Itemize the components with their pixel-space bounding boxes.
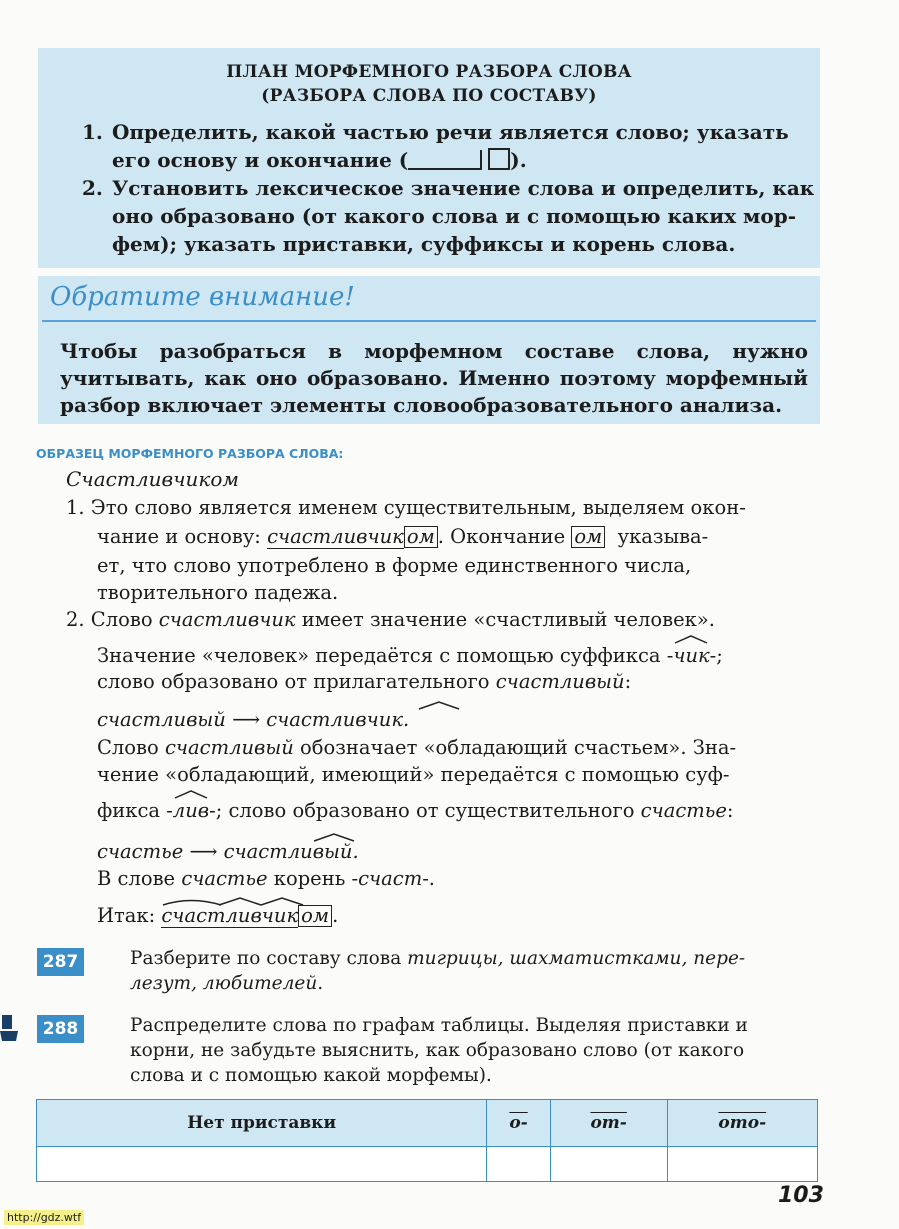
sample-line: чение «обладающий, имеющий» передаётся с помощью суф-	[97, 763, 730, 786]
sample-line: 2. Слово счастливчик имеет значение «счастливый человек».	[66, 608, 715, 631]
ending-box: ом	[404, 526, 438, 548]
sample-conclusion: Итак: счастливчик ом .	[97, 904, 338, 927]
table-cell[interactable]	[487, 1147, 550, 1182]
suffix-arc	[673, 634, 709, 644]
hand-icon	[0, 1015, 18, 1041]
ending-box: ом	[571, 526, 605, 548]
exercise-text: Разберите по составу слова тигрицы, шахматистками, пере- лезут, любителей.	[130, 948, 746, 994]
suffix-arc	[417, 700, 461, 710]
plan-subtitle: (РАЗБОРА СЛОВА ПО СОСТАВУ)	[261, 86, 597, 106]
sample-line: ет, что слово употреблено в форме единственного числа,	[97, 554, 692, 577]
derivation-2: счастье ⟶ счастливый.	[97, 840, 359, 863]
sample-line: Слово счастливый обозначает «обладающий счастьем». Зна-	[97, 736, 737, 759]
attention-text: Чтобы разобраться в морфемном составе слова, нужно учитывать, как оно образовано. Именно поэтому морфемный разбор включает элементы словообразовательного анализа.	[60, 339, 808, 417]
table-header-row	[37, 1100, 818, 1147]
table-header: ото-	[667, 1100, 817, 1147]
watermark-link[interactable]: http://gdz.wtf	[4, 1210, 84, 1225]
table-cell[interactable]	[550, 1147, 667, 1182]
sample-line: 1. Это слово является именем существительным, выделяем окон-	[66, 496, 746, 519]
sample-line: чание и основу: счастливчик ом . Окончание ом указыва-	[97, 525, 709, 548]
sample-line: слово образовано от прилагательного счастливый:	[97, 670, 632, 693]
table-cell[interactable]	[667, 1147, 817, 1182]
stem-word: счастливчик	[267, 525, 404, 548]
ending-sign	[488, 148, 510, 170]
exercise-number: 287	[37, 948, 84, 976]
morpheme-arcs	[161, 896, 321, 906]
table-header: от-	[550, 1100, 667, 1147]
sample-line: Значение «человек» передаётся с помощью суффикса - чик-;	[97, 644, 723, 667]
table-cell[interactable]	[37, 1147, 487, 1182]
prefix-table	[36, 1099, 818, 1182]
ending-box: ом	[298, 905, 332, 927]
sample-line: В слове счастье корень -счаст-.	[97, 867, 436, 890]
derivation-1: счастливый ⟶ счастливчик.	[97, 708, 409, 731]
table-header: о-	[487, 1100, 550, 1147]
attention-divider	[42, 320, 816, 322]
table-row	[37, 1147, 818, 1182]
sample-line: фикса - лив-; слово образовано от существительного счастье:	[97, 799, 733, 822]
sample-heading: ОБРАЗЕЦ МОРФЕМНОГО РАЗБОРА СЛОВА:	[36, 446, 344, 461]
arrow-icon: ⟶	[232, 708, 261, 731]
page-number: 103	[778, 1183, 824, 1208]
attention-panel	[38, 276, 820, 424]
stem-sign	[408, 150, 482, 170]
attention-title: Обратите внимание!	[50, 282, 355, 312]
suffix-arc	[173, 789, 209, 799]
arrow-icon: ⟶	[189, 840, 218, 863]
sample-word: Счастливчиком	[66, 467, 239, 491]
plan-title: ПЛАН МОРФЕМНОГО РАЗБОРА СЛОВА	[226, 62, 632, 82]
exercise-number: 288	[37, 1015, 84, 1043]
plan-panel: ПЛАН МОРФЕМНОГО РАЗБОРА СЛОВА (РАЗБОРА СЛОВА ПО СОСТАВУ) 1. Определить, какой частью речи является слово; указать его основу и окончание ( ). 2. Установить лексическое значение слова и определить, как оно образовано (от какого слова и с помощью каких мор- фем); указать приставки, суффиксы и корень слова.	[38, 48, 820, 268]
exercise-text: Распределите слова по графам таблицы. Выделяя приставки и корни, не забудьте выяснить, как образовано слово (от какого слова и с помощью какой морфемы).	[130, 1015, 748, 1086]
sample-line: творительного падежа.	[97, 581, 339, 604]
suffix-arc	[312, 832, 356, 842]
table-header: Нет приставки	[37, 1100, 487, 1147]
